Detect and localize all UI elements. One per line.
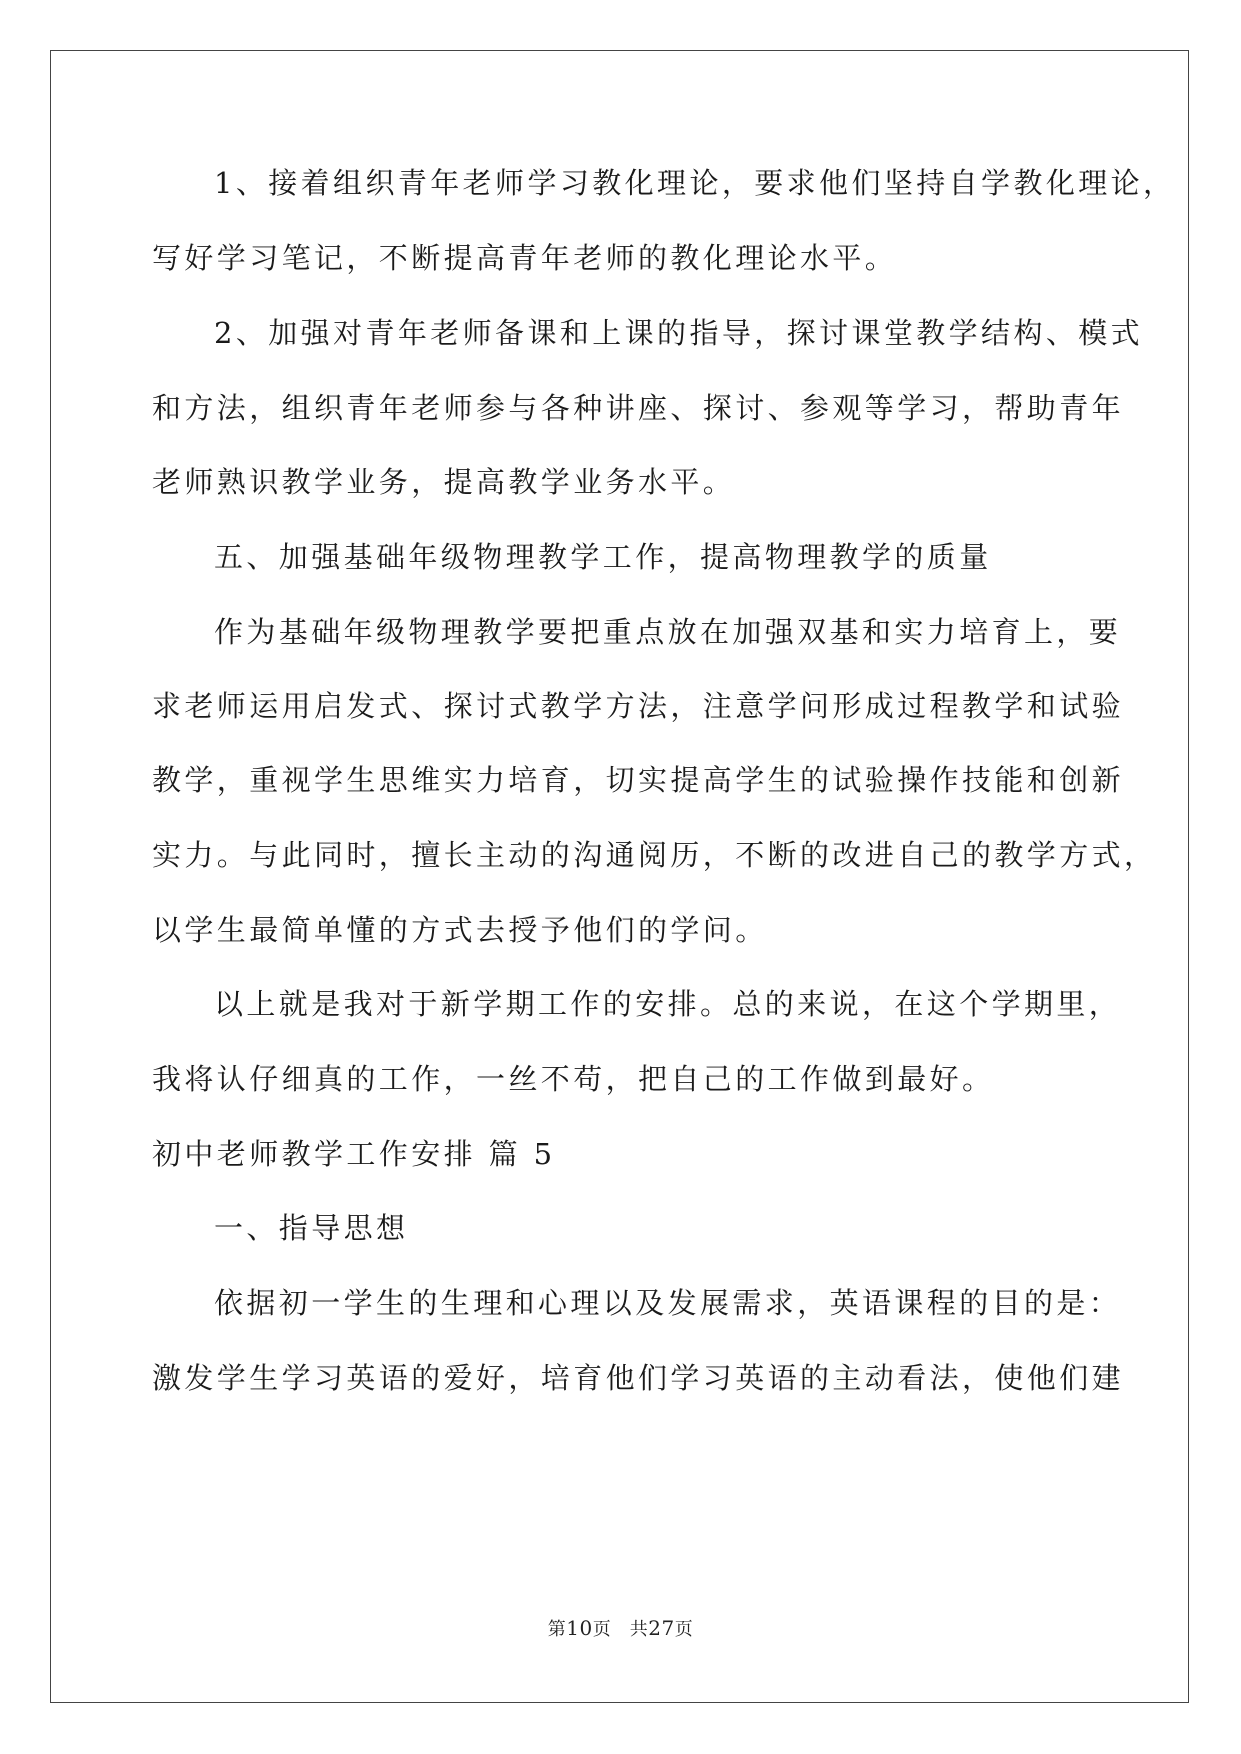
page-current: 10	[566, 1616, 593, 1640]
text-line: 1、接着组织青年老师学习教化理论，要求他们坚持自学教化理论，	[214, 166, 1176, 200]
page-mid: 页 共	[592, 1619, 649, 1640]
text-line: 教学，重视学生思维实力培育，切实提高学生的试验操作技能和创新	[152, 763, 1125, 797]
text-line: 写好学习笔记，不断提高青年老师的教化理论水平。	[152, 241, 898, 275]
text-line: 求老师运用启发式、探讨式教学方法，注意学问形成过程教学和试验	[152, 689, 1125, 723]
section-heading: 五、加强基础年级物理教学工作，提高物理教学的质量	[214, 540, 992, 574]
page-prefix: 第	[547, 1619, 567, 1640]
text-line: 激发学生学习英语的爱好，培育他们学习英语的主动看法，使他们建	[152, 1361, 1125, 1395]
page-frame	[50, 50, 1189, 1703]
text-line: 我将认仔细真的工作，一丝不苟，把自己的工作做到最好。	[152, 1062, 995, 1096]
text-line: 以学生最简单懂的方式去授予他们的学问。	[152, 913, 768, 947]
text-line: 2、加强对青年老师备课和上课的指导，探讨课堂教学结构、模式	[214, 316, 1144, 350]
text-line: 以上就是我对于新学期工作的安排。总的来说，在这个学期里，	[214, 987, 1122, 1021]
section-heading: 一、指导思想	[214, 1211, 409, 1245]
page-total: 27	[648, 1616, 675, 1640]
text-line: 实力。与此同时，擅长主动的沟通阅历，不断的改进自己的教学方式，	[152, 838, 1157, 872]
article-title: 初中老师教学工作安排 篇 5	[152, 1137, 556, 1171]
text-line: 作为基础年级物理教学要把重点放在加强双基和实力培育上，要	[214, 615, 1122, 649]
text-line: 老师熟识教学业务，提高教学业务水平。	[152, 465, 736, 499]
page-suffix: 页	[674, 1619, 694, 1640]
text-line: 依据初一学生的生理和心理以及发展需求，英语课程的目的是：	[214, 1286, 1122, 1320]
page-footer	[0, 1615, 1241, 1641]
text-line: 和方法，组织青年老师参与各种讲座、探讨、参观等学习，帮助青年	[152, 391, 1125, 425]
